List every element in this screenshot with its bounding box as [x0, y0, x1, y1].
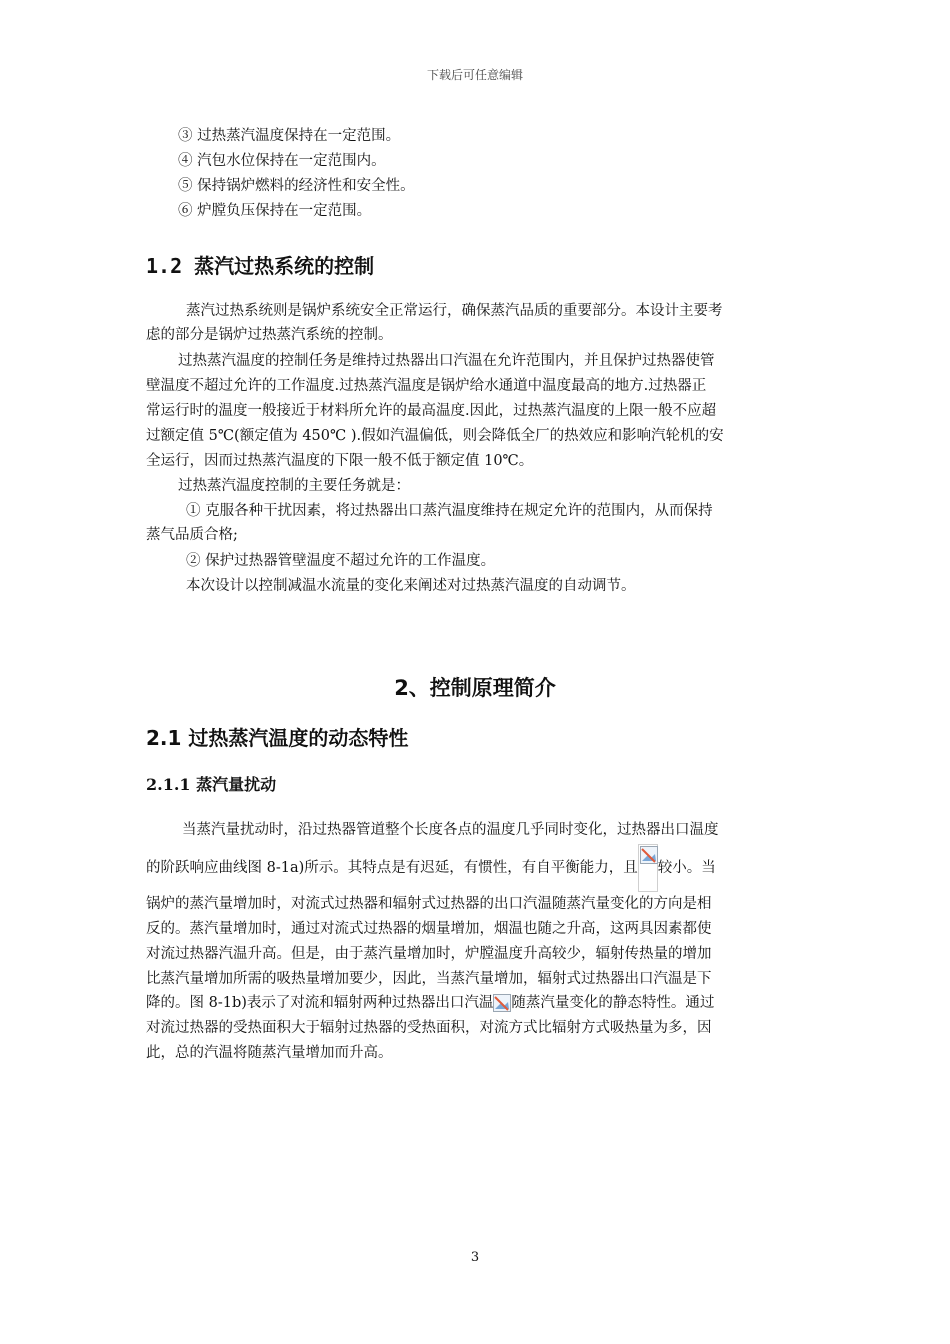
paragraph-text: 降的。图 8-1b)表示了对流和辐射两种过热器出口汽温	[146, 995, 494, 1011]
list-item: ③ 过热蒸汽温度保持在一定范围。	[178, 128, 401, 144]
paragraph-line: 当蒸汽量扰动时，沿过热器管道整个长度各点的温度几乎同时变化，过热器出口温度	[182, 822, 719, 838]
paragraph-text: 随蒸汽量变化的静态特性。通过	[511, 995, 715, 1011]
paragraph-text: 较小。当	[657, 860, 716, 876]
paragraph-line: 壁温度不超过允许的工作温度.过热蒸汽温度是锅炉给水通道中温度最高的地方.过热器正	[146, 378, 707, 394]
paragraph-line: 过额定值 5℃(额定值为 450℃ ).假如汽温偏低，则会降低全厂的热效应和影响汽轮机的安	[146, 428, 724, 444]
list-item: ④ 汽包水位保持在一定范围内。	[178, 153, 386, 169]
paragraph-line: 对流过热器的受热面积大于辐射过热器的受热面积，对流方式比辐射方式吸热量为多，因	[146, 1020, 712, 1036]
list-item: ⑤ 保持锅炉燃料的经济性和安全性。	[178, 178, 415, 194]
paragraph-line	[146, 991, 808, 1015]
chapter-heading: 2、控制原理简介	[394, 676, 556, 700]
page-header: 下载后可任意编辑	[426, 68, 523, 82]
list-item: ② 保护过热器管壁温度不超过允许的工作温度。	[186, 553, 496, 569]
paragraph-line: 反的。蒸汽量增加时，通过对流式过热器的烟量增加，烟温也随之升高，这两具因素都使	[146, 921, 712, 937]
broken-image-icon	[493, 994, 511, 1012]
paragraph-line: 本次设计以控制减温水流量的变化来阐述对过热蒸汽温度的自动调节。	[186, 578, 636, 594]
page-number: 3	[470, 1250, 480, 1265]
paragraph-line: 全运行，因而过热蒸汽温度的下限一般不低于额定值 10℃。	[146, 453, 534, 469]
paragraph-line: 比蒸汽量增加所需的吸热量增加要少，因此，当蒸汽量增加，辐射式过热器出口汽温是下	[146, 971, 712, 987]
paragraph-line: 虑的部分是锅炉过热蒸汽系统的控制。	[146, 327, 393, 343]
subsection-heading: 2.1.1 蒸汽量扰动	[146, 775, 277, 794]
paragraph-line: 蒸汽过热系统则是锅炉系统安全正常运行，确保蒸汽品质的重要部分。本设计主要考	[186, 303, 723, 319]
paragraph-line: 常运行时的温度一般接近于材料所允许的最高温度.因此，过热蒸汽温度的上限一般不应超	[146, 403, 717, 419]
paragraph-line: 此，总的汽温将随蒸汽量增加而升高。	[146, 1045, 393, 1061]
paragraph-line: 锅炉的蒸汽量增加时，对流式过热器和辐射式过热器的出口汽温随蒸汽量变化的方向是相	[146, 896, 712, 912]
list-item: ⑥ 炉膛负压保持在一定范围。	[178, 203, 372, 219]
paragraph-line: 过热蒸汽温度控制的主要任务就是：	[178, 478, 410, 494]
list-item: ① 克服各种干扰因素，将过热器出口蒸汽温度维持在规定允许的范围内，从而保持	[186, 503, 713, 519]
broken-image-icon	[638, 844, 658, 892]
paragraph-line: 过热蒸汽温度的控制任务是维持过热器出口汽温在允许范围内，并且保护过热器使管	[178, 353, 715, 369]
paragraph-text: 的阶跃响应曲线图 8-1a)所示。其特点是有迟延，有惯性，有自平衡能力，且	[146, 860, 638, 876]
paragraph-line: 对流过热器汽温升高。但是，由于蒸汽量增加时，炉膛温度升高较少，辐射传热量的增加	[146, 946, 712, 962]
paragraph-line	[146, 844, 808, 892]
section-heading: 2.1 过热蒸汽温度的动态特性	[146, 726, 409, 750]
section-heading: 1.2 蒸汽过热系统的控制	[146, 254, 375, 278]
list-item-continuation: 蒸气品质合格;	[146, 527, 238, 543]
